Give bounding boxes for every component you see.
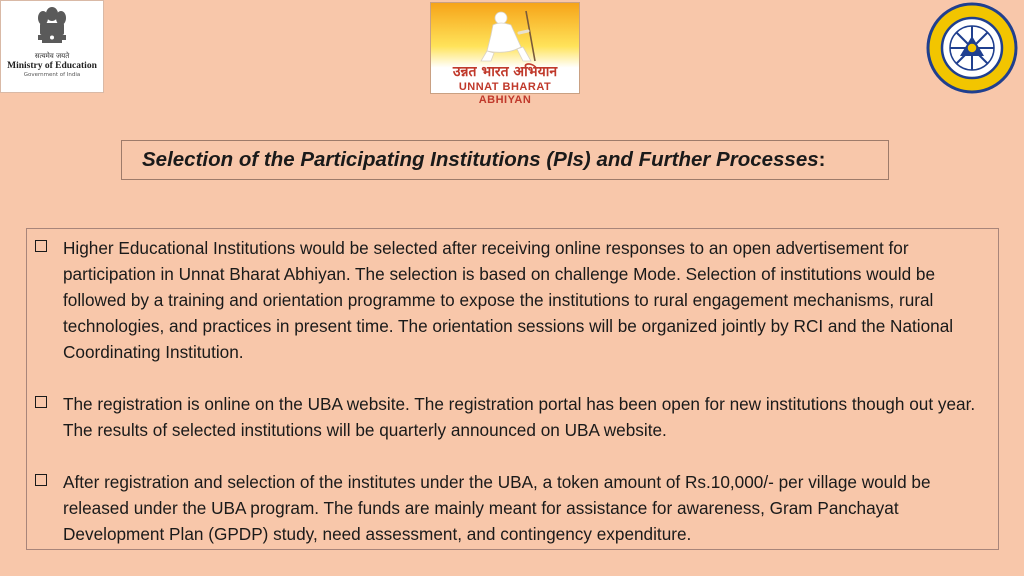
slide-title-colon: :: [818, 148, 826, 171]
gandhi-silhouette-icon: [431, 3, 581, 65]
ministry-motto: सत्यमेव जयते: [34, 52, 70, 60]
bullet-text: Higher Educational Institutions would be selected after receiving online responses to an open advertisement for participation in Unnat Bharat Abhiyan. The selection is based on challenge Mode. Selection of institutions would be followed by a training and orientation programme to expose the institutions to rural engagement mechanisms, rural technologies, and practices in present time. The orientation sessions will be organized jointly by RCI and the National Coordinating Institution.: [63, 238, 954, 362]
mnit-jaipur-seal-icon: [926, 2, 1018, 94]
checkbox-bullet-icon: [35, 240, 47, 252]
ministry-title: Ministry of Education: [7, 61, 97, 71]
slide-title-box: [121, 140, 889, 180]
bullet-item: [35, 469, 988, 547]
bullet-item: [35, 391, 988, 443]
ministry-subtitle: Government of India: [23, 72, 81, 78]
uba-english-name: UNNAT BHARAT ABHIYAN: [458, 81, 552, 106]
content-box: [26, 228, 999, 550]
ministry-of-education-logo: [0, 0, 104, 93]
bullet-item: [35, 235, 988, 365]
checkbox-bullet-icon: [35, 396, 47, 408]
uba-hindi-name: उन्नत भारत अभियान: [452, 64, 558, 80]
unnat-bharat-abhiyan-logo: [430, 2, 580, 106]
checkbox-bullet-icon: [35, 474, 47, 486]
bullet-text: The registration is online on the UBA website. The registration portal has been open for new institutions though out year. The results of selected institutions will be quarterly announced on UBA website.: [63, 394, 976, 440]
bullet-text: After registration and selection of the institutes under the UBA, a token amount of Rs.10,000/- per village would be released under the UBA program. The funds are mainly meant for assistance for awareness, Gram Panchayat Development Plan (GPDP) study, need assessment, and contingency expenditure.: [63, 472, 931, 544]
slide-title: Selection of the Participating Institutions (PIs) and Further Processes: [142, 148, 819, 171]
national-emblem-icon: [32, 5, 72, 51]
